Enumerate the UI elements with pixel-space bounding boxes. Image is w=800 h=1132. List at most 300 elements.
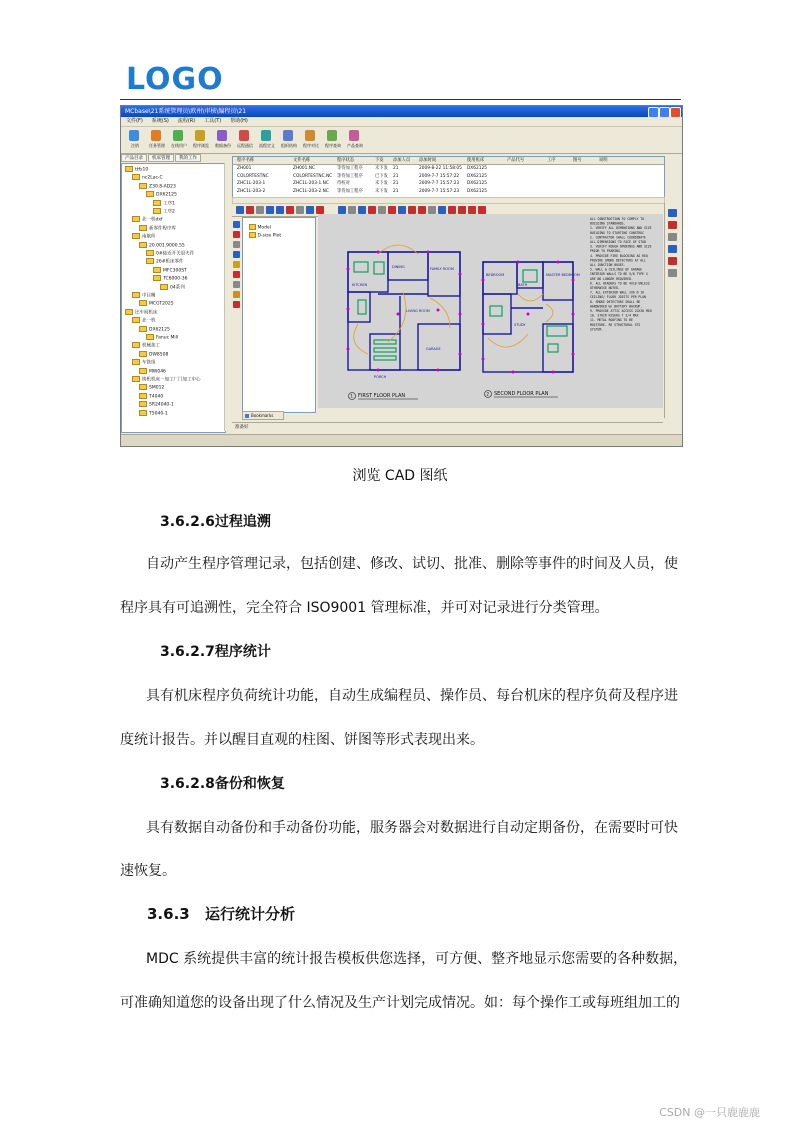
viewer-tool-icon[interactable] [398, 206, 406, 214]
folder-icon [160, 284, 168, 290]
toolbar-icon [173, 130, 183, 141]
toolbar-button-0[interactable] [124, 127, 144, 153]
paragraph-line: 具有机床程序负荷统计功能，自动生成编程员、操作员、每台机床的程序负荷及程序进 [146, 688, 678, 704]
tree-item-label: 26#机床零件 [156, 259, 184, 265]
status-text: 准备好 [235, 425, 249, 430]
viewer-side-icon[interactable] [233, 251, 240, 258]
table-cell: ZHC1L-203-2 [237, 188, 266, 194]
table-cell: COLORTESTNC [237, 173, 269, 179]
viewer-tool-icon[interactable] [348, 206, 356, 214]
toolbar-button-label: 组织结构 [281, 143, 297, 148]
tree-item[interactable] [139, 351, 168, 358]
toolbar-icon [305, 130, 315, 141]
tree-item-label: 南航所 [142, 234, 156, 240]
product-tree [121, 163, 226, 433]
toolbar-button-label: 程序对比 [303, 143, 319, 148]
toolbar-button-label: 程序查询 [325, 143, 341, 148]
tree-item-label: MW046 [149, 369, 166, 375]
tree-item[interactable] [125, 166, 148, 173]
tab-product-catalog[interactable]: 产品目录 [121, 154, 147, 162]
general-notes [590, 217, 652, 331]
menu-bar [121, 117, 683, 127]
tree-item-label: Fanuc Mill [156, 335, 179, 341]
folder-icon [153, 208, 161, 214]
svg-text:LIVING ROOM: LIVING ROOM [406, 309, 430, 313]
folder-icon [132, 292, 140, 298]
section-heading-statistics: 3.6.2.7程序统计 [160, 644, 271, 660]
note-line: BUILDING TO STARTING CONSTRUC [590, 230, 645, 235]
table-cell: 2009-7-7 15:57:23 [419, 181, 460, 186]
tree-item[interactable] [139, 183, 176, 190]
table-cell: ZH001.NC [293, 166, 315, 171]
toolbar-button-7[interactable] [278, 127, 298, 153]
tree-item-label: SR24040-1 [149, 402, 174, 408]
folder-icon [146, 334, 154, 340]
tree-item-label: TC6000-36 [163, 276, 188, 282]
folder-icon [132, 342, 140, 348]
folder-icon [249, 232, 256, 238]
tree-item-label: 铸机机床一加工厂门加工中心 [142, 377, 201, 383]
viewer-tool-icon[interactable] [368, 206, 376, 214]
menu-help[interactable]: 帮助(H) [230, 118, 248, 124]
note-line: SYSTEM. [590, 327, 604, 332]
table-cell: COLORTESTNC.NC [293, 173, 333, 179]
toolbar-button-6[interactable] [256, 127, 276, 153]
tree-item-label: nc2Lac-C [142, 175, 163, 181]
viewer-tool-icon[interactable] [458, 206, 466, 214]
note-line: OTHERWISE NOTED. [590, 286, 620, 290]
table-cell: 等待加工程序 [337, 166, 363, 171]
floor-plan-drawing [318, 214, 663, 408]
svg-text:BEDROOM: BEDROOM [486, 273, 505, 277]
folder-icon [153, 267, 161, 273]
folder-icon [146, 258, 154, 264]
right-tool-icon[interactable] [668, 269, 677, 277]
section-number: 3.6.3 [147, 905, 190, 923]
program-list [232, 156, 665, 198]
note-line: 2. CONTRACTOR SHALL COORDINATE [590, 235, 646, 240]
note-line: INTERIOR WALLS TO BE 5/8 TYPE X [590, 272, 648, 277]
toolbar-button-4[interactable] [212, 127, 232, 153]
folder-icon [132, 317, 140, 323]
note-line: ARE NO LONGER REQUIRED. [590, 276, 633, 281]
viewer-tool-icon[interactable] [236, 206, 244, 214]
menu-system[interactable]: 系统(S) [151, 118, 169, 124]
svg-text:KITCHEN: KITCHEN [352, 283, 368, 287]
tree-item-label: 机械加工 [142, 343, 160, 349]
table-cell: 等待加工程序 [337, 173, 363, 179]
note-line: 8. SMOKE DETECTORS SHALL BE [590, 299, 641, 304]
toolbar-button-label: 产品查询 [347, 143, 363, 148]
table-cell: 21 [393, 181, 399, 186]
table-cell: 2009-7-7 15:57:22 [419, 173, 460, 179]
column-header[interactable]: 下发 [375, 158, 384, 163]
table-row[interactable] [233, 165, 664, 172]
section-heading-traceability: 3.6.2.6过程追溯 [160, 514, 271, 530]
first-floor-dimension-arcs [354, 245, 450, 354]
column-header[interactable]: 程序状态 [337, 158, 355, 163]
tree-scrollbar[interactable] [224, 163, 231, 431]
tree-item-label: T4040 [149, 394, 164, 400]
folder-icon [153, 200, 161, 206]
tree-item[interactable] [125, 309, 158, 316]
folder-icon [132, 376, 140, 382]
tree-item[interactable] [146, 258, 184, 265]
column-header[interactable]: 产品代号 [507, 158, 525, 163]
toolbar-button-3[interactable] [190, 127, 210, 153]
viewer-side-icon[interactable] [233, 231, 240, 238]
tree-item-label: 北一机dxf [142, 217, 163, 223]
viewer-side-toolbar [232, 217, 242, 417]
panel-item-label: Model [257, 225, 271, 231]
viewer-tool-icon[interactable] [296, 206, 304, 214]
svg-text:MASTER BEDROOM: MASTER BEDROOM [546, 273, 580, 277]
note-line: PRIOR TO FRAMING. [590, 249, 622, 254]
svg-text:GARAGE: GARAGE [426, 347, 441, 351]
tree-item[interactable] [132, 342, 160, 349]
tree-item-label: 中目精 [142, 293, 156, 299]
tree-item-label: MFC300ST [163, 268, 187, 274]
toolbar-icon [195, 130, 205, 141]
toolbar-icon [239, 130, 249, 141]
section-title: 运行统计分析 [205, 905, 296, 923]
table-cell: ZH001 [237, 166, 252, 171]
folder-icon [146, 250, 154, 256]
table-row[interactable] [233, 180, 664, 187]
folder-icon [139, 410, 147, 416]
viewer-side-icon[interactable] [233, 291, 240, 298]
tree-item[interactable] [132, 216, 163, 223]
tree-item-label: T5040-1 [149, 411, 168, 417]
tree-item[interactable] [132, 317, 156, 324]
tree-item[interactable] [132, 376, 201, 383]
viewer-tool-icon[interactable] [408, 206, 416, 214]
tree-item-label: 北一机 [142, 318, 156, 324]
viewer-side-icon[interactable] [233, 281, 240, 288]
note-line: 3. VERIFY ROUGH OPENINGS AND SIZE [590, 244, 652, 249]
toolbar-button-label: 数据备份 [215, 143, 231, 148]
toolbar-icon [261, 130, 271, 141]
tree-item-label: 04系列 [170, 285, 185, 291]
viewer-tool-icon[interactable] [378, 206, 386, 214]
tree-item[interactable] [132, 359, 156, 366]
bookmarks-tab[interactable] [242, 411, 284, 420]
table-cell: 21 [393, 188, 399, 194]
second-floor-fixtures [490, 270, 567, 352]
layout-panel [242, 217, 316, 413]
viewer-tool-icon[interactable] [276, 206, 284, 214]
viewer-tool-icon[interactable] [338, 206, 346, 214]
table-cell: ZHC1L-203-1.NC [293, 181, 329, 186]
folder-icon [125, 309, 133, 315]
right-toolbar [664, 203, 681, 418]
viewer-side-icon[interactable] [233, 301, 240, 308]
folder-icon [139, 183, 147, 189]
table-cell: 待校对 [337, 181, 350, 186]
note-line: ALL JUNCTION BOXES. [590, 263, 626, 267]
cad-drawing-canvas[interactable] [318, 214, 663, 408]
note-line: 10. STAIR RISERS 7 3/4 MAX [590, 313, 639, 318]
viewer-tool-icon[interactable] [246, 206, 254, 214]
paragraph-line: 速恢复。 [120, 863, 176, 879]
program-list-header [233, 157, 664, 165]
folder-icon [139, 368, 147, 374]
tree-item[interactable] [139, 410, 168, 417]
column-header[interactable]: 程序名称 [237, 158, 255, 163]
toolbar-icon [217, 130, 227, 141]
folder-icon [139, 326, 147, 332]
toolbar-button-9[interactable] [322, 127, 342, 153]
folder-icon [139, 384, 147, 390]
viewer-tool-icon[interactable] [388, 206, 396, 214]
tree-item-label: 比车间机床 [135, 310, 158, 316]
viewer-tool-icon[interactable] [316, 206, 324, 214]
folder-icon [139, 401, 147, 407]
bookmarks-tab-label: Bookmarks [251, 413, 274, 418]
toolbar-icon [349, 130, 359, 141]
left-tabs [121, 154, 231, 162]
folder-icon [139, 300, 147, 306]
note-line: 1. VERIFY ALL DIMENSIONS AND SIZE [590, 226, 652, 231]
panel-item-model[interactable] [249, 224, 271, 231]
tree-item-label: 20.001.9000.55 [149, 243, 185, 249]
paragraph-line: 程序具有可追溯性，完全符合 ISO9001 管理标准，并可对记录进行分类管理。 [120, 600, 609, 616]
table-cell: DX62125 [467, 173, 487, 179]
viewer-tool-icon[interactable] [358, 206, 366, 214]
tree-item[interactable] [153, 267, 187, 274]
list-hscrollbar[interactable] [232, 197, 665, 204]
note-line: 11. METAL ROOFING TO BE [590, 318, 633, 323]
tree-item[interactable] [146, 334, 178, 341]
toolbar-button-8[interactable] [300, 127, 320, 153]
right-tool-icon[interactable] [668, 245, 677, 253]
table-cell: 2009-8-22 11:58:05 [419, 166, 462, 171]
svg-text:STUDY: STUDY [514, 323, 526, 327]
viewer-side-icon[interactable] [233, 261, 240, 268]
note-line: ALL DIMENSIONS TO FACE OF STUD [590, 240, 646, 244]
column-header[interactable]: 使用机床 [467, 158, 485, 163]
note-line: HARDWIRED W/ BATTERY BACKUP. [590, 304, 643, 309]
note-line: 7. ALL EXTERIOR WALL 2X6 @ 16 [590, 290, 645, 295]
column-header[interactable]: 说明 [599, 158, 608, 163]
right-tool-icon[interactable] [668, 233, 677, 241]
first-floor-fixtures [354, 262, 396, 360]
svg-text:PORCH: PORCH [374, 375, 387, 379]
paragraph-line: 具有数据自动备份和手动备份功能，服务器会对数据进行自动定期备份，在需要时可快 [146, 820, 678, 836]
tab-my-work[interactable]: 我的工作 [175, 154, 201, 162]
tree-item[interactable] [139, 242, 185, 249]
tree-item-label: DW8508 [149, 352, 169, 358]
table-cell: 未下发 [375, 181, 388, 186]
column-header[interactable]: 添加时间 [419, 158, 437, 163]
window-titlebar [121, 106, 682, 117]
folder-icon [139, 225, 147, 231]
menu-tools[interactable]: 工具(T) [204, 118, 222, 124]
table-cell: DX62125 [467, 181, 487, 186]
tree-item-label: Z30.8-AD23 [149, 184, 176, 190]
folder-icon [132, 174, 140, 180]
folder-icon [139, 351, 147, 357]
viewer-tool-icon[interactable] [256, 206, 264, 214]
tree-item-label: DX62125 [149, 327, 170, 333]
tree-item[interactable] [139, 384, 164, 391]
folder-icon [132, 359, 140, 365]
right-tool-icon[interactable] [668, 221, 677, 229]
viewer-tool-icon[interactable] [478, 206, 486, 214]
note-line: MOISTURE- RE STRUCTURAL STS [590, 322, 641, 327]
tree-item[interactable] [132, 292, 156, 299]
table-cell: 未下发 [375, 188, 388, 194]
section-heading-backup: 3.6.2.8备份和恢复 [160, 776, 285, 792]
csdn-watermark: CSDN @一只鹿鹿鹿 [659, 1106, 760, 1119]
note-line: 5. WALL & CEILINGS OF GARAGE [590, 267, 643, 272]
note-line: 6. ALL HEADERS TO BE 4X10 UNLESS [590, 281, 650, 286]
toolbar-button-2[interactable] [168, 127, 188, 153]
svg-text:FAMILY ROOM: FAMILY ROOM [430, 267, 454, 271]
plan2-number: 2 [486, 391, 490, 397]
tree-item[interactable] [153, 200, 175, 207]
viewer-tool-icon[interactable] [266, 206, 274, 214]
svg-text:BATH: BATH [518, 283, 528, 287]
tree-item-label: ttfs10 [135, 167, 149, 173]
window-bottom-bar [121, 434, 682, 447]
paragraph-line: 度统计报告。并以醒目直观的柱图、饼图等形式表现出来。 [120, 732, 484, 748]
header-rule [120, 99, 681, 100]
folder-icon [146, 191, 154, 197]
table-cell: 等待加工程序 [337, 188, 363, 194]
toolbar-button-label: 注销 [131, 143, 139, 148]
viewer-side-icon[interactable] [233, 271, 240, 278]
tree-item-label: MCGT2025 [149, 301, 174, 307]
table-cell: DX62125 [467, 188, 487, 194]
viewer-tool-icon[interactable] [418, 206, 426, 214]
window-title: MCbase\21系统管理员\欧州\审核\编程员\21 [125, 108, 247, 115]
tree-item-label: 0#接近开关退火件 [156, 251, 195, 257]
menu-file[interactable]: 文件(F) [126, 118, 143, 124]
tree-item-label: SM012 [149, 385, 165, 391]
plan1-label: FIRST FLOOR PLAN [358, 393, 406, 399]
table-row[interactable] [233, 188, 664, 195]
tree-item-label: 工序2 [163, 209, 175, 215]
viewer-tool-icon[interactable] [428, 206, 436, 214]
table-cell: 2009-7-7 15:57:23 [419, 188, 460, 194]
tree-item[interactable] [139, 326, 170, 333]
tree-item[interactable] [146, 191, 177, 198]
second-floor-markers [482, 261, 575, 374]
column-header[interactable]: 添加人员 [393, 158, 411, 163]
cad-viewer-screenshot [120, 105, 683, 447]
tree-item[interactable] [132, 174, 163, 181]
toolbar-icon [129, 130, 139, 141]
tree-item-label: DX62125 [156, 192, 177, 198]
svg-text:DINING: DINING [392, 265, 405, 269]
toolbar-button-label: 任务管理 [149, 143, 165, 148]
figure-caption: 浏览 CAD 图纸 [352, 468, 448, 484]
table-cell: DX62125 [467, 166, 487, 171]
column-header[interactable]: 工序 [547, 158, 556, 163]
main-toolbar [121, 127, 683, 154]
paragraph-line: 可准确知道您的设备出现了什么情况及生产计划完成情况。如：每个操作工或每班组加工的 [120, 995, 680, 1011]
toolbar-button-label: 程序浏览 [193, 143, 209, 148]
note-line: CEILING/ FLOOR JOISTS PER PLAN [590, 295, 646, 300]
logo: LOGO [126, 62, 224, 97]
viewer-tool-icon[interactable] [438, 206, 446, 214]
tree-item[interactable] [132, 233, 156, 240]
folder-icon [139, 393, 147, 399]
toolbar-button-label: 流程定义 [259, 143, 275, 148]
toolbar-button-1[interactable] [146, 127, 166, 153]
toolbar-button-5[interactable] [234, 127, 254, 153]
table-row[interactable] [233, 173, 664, 180]
toolbar-icon [283, 130, 293, 141]
toolbar-button-label: 在线用户 [171, 143, 187, 148]
viewer-side-icon[interactable] [233, 221, 240, 228]
note-line: BUILDING STANDARDS. [590, 221, 626, 226]
table-cell: 21 [393, 173, 399, 179]
toolbar-button-label: 远程通信 [237, 143, 253, 148]
folder-icon [132, 216, 140, 222]
table-cell: 未下发 [375, 166, 388, 171]
tree-item[interactable] [139, 225, 176, 232]
paragraph-line: MDC 系统提供丰富的统计报告模板供您选择，可方便、整齐地显示您需要的各种数据， [146, 951, 688, 967]
viewer-tool-icon[interactable] [448, 206, 456, 214]
note-line: 9. PROVIDE ATTIC ACCESS 22X30 MIN [590, 309, 652, 313]
toolbar-icon [327, 130, 337, 141]
folder-icon [153, 275, 161, 281]
viewer-tool-icon[interactable] [286, 206, 294, 214]
folder-icon [132, 233, 140, 239]
right-tool-icon[interactable] [668, 257, 677, 265]
folder-icon [139, 242, 147, 248]
tree-item[interactable] [139, 300, 174, 307]
tree-item[interactable] [160, 284, 185, 291]
toolbar-button-10[interactable] [344, 127, 364, 153]
tree-item-label: 工序1 [163, 201, 175, 207]
viewer-tool-icon[interactable] [306, 206, 314, 214]
paragraph-line: 自动产生程序管理记录，包括创建、修改、试切、批准、删除等事件的时间及人员，使 [146, 556, 678, 572]
right-tool-icon[interactable] [668, 209, 677, 217]
column-header[interactable]: 文件名称 [293, 158, 311, 163]
tree-item[interactable] [139, 368, 166, 375]
viewer-tool-icon[interactable] [468, 206, 476, 214]
bookmark-icon [245, 414, 249, 418]
panel-item-label: D-size Plot [257, 233, 282, 239]
tree-item[interactable] [139, 401, 174, 408]
plan2-label: SECOND FLOOR PLAN [494, 391, 549, 397]
viewer-side-icon[interactable] [233, 241, 240, 248]
tree-item[interactable] [146, 250, 194, 257]
tree-item-label: 新零件程序库 [149, 226, 176, 232]
note-line: ALL CONSTRUCTION TO COMPLY TO [590, 217, 645, 221]
plan1-number: 1 [350, 393, 354, 399]
tree-item[interactable] [153, 208, 175, 215]
table-cell: ZHC1L-203-2.NC [293, 188, 329, 194]
panel-item-dsize[interactable] [249, 232, 281, 239]
tree-item[interactable] [139, 393, 163, 400]
section-heading-runtime-analysis [147, 903, 295, 924]
table-cell: ZHC1L-203-1 [237, 181, 266, 186]
tree-item[interactable] [153, 275, 187, 282]
tab-machine-management[interactable]: 机床管理 [148, 154, 174, 162]
toolbar-icon [151, 130, 161, 141]
menu-flow[interactable]: 流程(R) [177, 118, 196, 124]
column-header[interactable]: 图号 [573, 158, 582, 163]
note-line: 4. PROVIDE FIRE BLOCKING AS REQ [590, 253, 648, 258]
folder-icon [249, 224, 256, 230]
note-line: PROVIDE SMOKE DETECTORS AT ALL [590, 258, 646, 263]
second-floor-plan [483, 262, 573, 372]
tree-item-label: 车铣组 [142, 360, 156, 366]
